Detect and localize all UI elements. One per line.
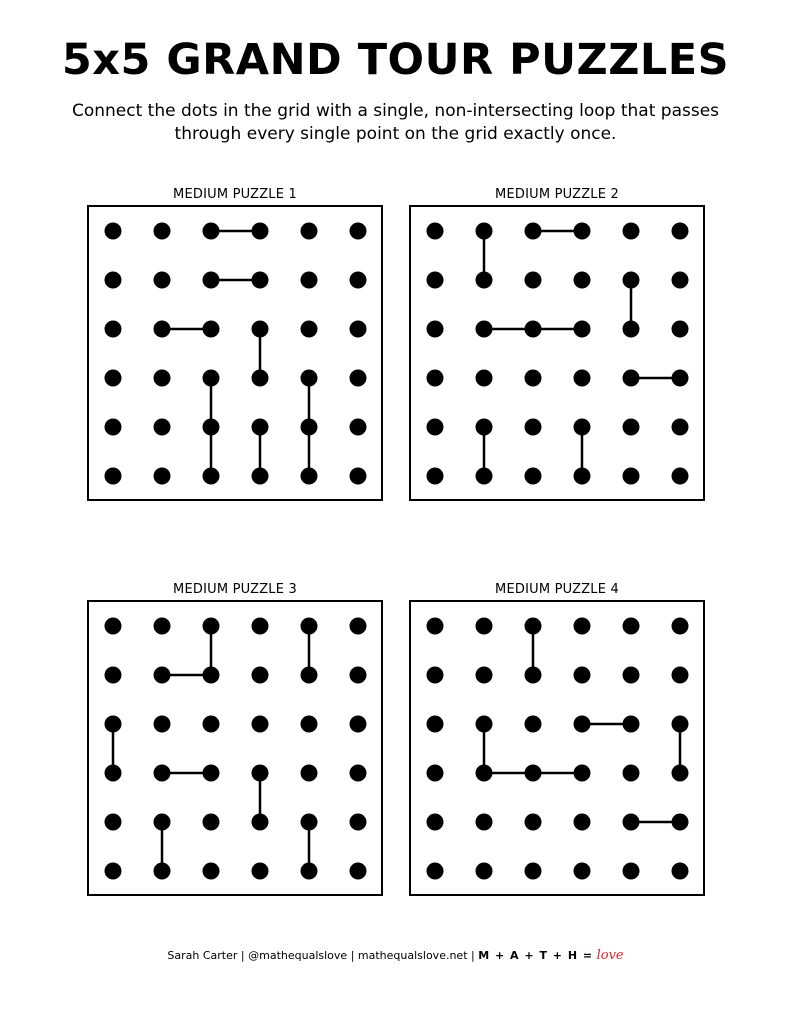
grid-dot <box>574 272 591 289</box>
grid-dot <box>574 419 591 436</box>
grid-dot <box>203 223 220 240</box>
grid-dot <box>623 419 640 436</box>
grid-dot <box>252 370 269 387</box>
grid-dot <box>252 223 269 240</box>
footer-brand: M + A + T + H = <box>478 949 594 962</box>
footer-site: mathequalslove.net <box>357 949 468 962</box>
grid-dot <box>350 468 367 485</box>
grid-dot <box>427 618 444 635</box>
grid-dot <box>623 765 640 782</box>
grid-dot <box>154 667 171 684</box>
grid-dot <box>203 618 220 635</box>
grid-dot <box>203 716 220 733</box>
grid-dot <box>427 667 444 684</box>
grid-dot <box>203 765 220 782</box>
grid-dot <box>105 468 122 485</box>
footer-separator: | <box>471 949 475 962</box>
grid-dot <box>427 814 444 831</box>
puzzle-grid <box>87 600 383 896</box>
grid-dot <box>476 272 493 289</box>
grid-dot <box>623 667 640 684</box>
grid-dot <box>105 667 122 684</box>
grid-dot <box>203 272 220 289</box>
grid-dot <box>476 765 493 782</box>
grid-dot <box>427 468 444 485</box>
grid-dot <box>203 468 220 485</box>
grid-dot <box>154 765 171 782</box>
grid-dot <box>105 272 122 289</box>
grid-dot <box>525 618 542 635</box>
grid-dot <box>350 321 367 338</box>
grid-dot <box>203 863 220 880</box>
grid-dot <box>427 716 444 733</box>
grid-dot <box>105 321 122 338</box>
grid-dot <box>301 863 318 880</box>
grid-dot <box>574 863 591 880</box>
grid-dot <box>476 618 493 635</box>
grid-dot <box>154 272 171 289</box>
grid-dot <box>252 716 269 733</box>
puzzle-label: MEDIUM PUZZLE 3 <box>173 582 297 597</box>
puzzle-label: MEDIUM PUZZLE 4 <box>495 582 619 597</box>
grid-dot <box>301 321 318 338</box>
grid-dot <box>105 716 122 733</box>
dot-grid <box>411 207 703 499</box>
grid-dot <box>672 468 689 485</box>
grid-dot <box>154 370 171 387</box>
puzzle-grid <box>87 205 383 501</box>
grid-dot <box>476 223 493 240</box>
grid-dot <box>574 765 591 782</box>
puzzle-1 <box>87 187 383 501</box>
puzzle-label: MEDIUM PUZZLE 1 <box>173 187 297 202</box>
grid-dot <box>252 814 269 831</box>
footer-author: Sarah Carter <box>167 949 238 962</box>
grid-dot <box>623 863 640 880</box>
grid-dot <box>301 618 318 635</box>
grid-dot <box>525 863 542 880</box>
grid-dot <box>252 765 269 782</box>
grid-dot <box>574 814 591 831</box>
grid-dot <box>350 667 367 684</box>
grid-dot <box>154 863 171 880</box>
grid-dot <box>672 765 689 782</box>
grid-dot <box>350 716 367 733</box>
grid-dot <box>427 863 444 880</box>
grid-dot <box>525 765 542 782</box>
grid-dot <box>105 618 122 635</box>
grid-dot <box>476 814 493 831</box>
grid-dot <box>154 814 171 831</box>
grid-dot <box>672 223 689 240</box>
grid-dot <box>476 863 493 880</box>
grid-dot <box>350 765 367 782</box>
instructions-text: Connect the dots in the grid with a single, non-intersecting loop that passes through every single point on the grid exactly once. <box>71 101 720 144</box>
grid-dot <box>301 370 318 387</box>
grid-dot <box>525 814 542 831</box>
grid-dot <box>105 814 122 831</box>
grid-dot <box>350 370 367 387</box>
grid-dot <box>672 419 689 436</box>
dot-grid <box>89 602 381 894</box>
footer-separator: | <box>350 949 355 962</box>
dot-grid <box>411 602 703 894</box>
grid-dot <box>301 272 318 289</box>
grid-dot <box>350 272 367 289</box>
grid-dot <box>672 370 689 387</box>
grid-dot <box>574 370 591 387</box>
grid-dot <box>476 321 493 338</box>
grid-dot <box>252 419 269 436</box>
grid-dot <box>623 814 640 831</box>
grid-dot <box>525 370 542 387</box>
grid-dot <box>476 370 493 387</box>
grid-dot <box>525 468 542 485</box>
grid-dot <box>574 468 591 485</box>
grid-dot <box>154 223 171 240</box>
puzzle-4 <box>409 582 705 896</box>
grid-dot <box>105 419 122 436</box>
grid-dot <box>105 223 122 240</box>
grid-dot <box>252 468 269 485</box>
grid-dot <box>672 321 689 338</box>
grid-dot <box>623 223 640 240</box>
grid-dot <box>525 716 542 733</box>
grid-dot <box>203 321 220 338</box>
grid-dot <box>301 765 318 782</box>
grid-dot <box>574 321 591 338</box>
grid-dot <box>525 223 542 240</box>
grid-dot <box>301 667 318 684</box>
footer-separator: | <box>240 949 245 962</box>
dot-grid <box>89 207 381 499</box>
grid-dot <box>252 618 269 635</box>
grid-dot <box>525 321 542 338</box>
grid-dot <box>350 863 367 880</box>
grid-dot <box>476 419 493 436</box>
grid-dot <box>203 667 220 684</box>
grid-dot <box>252 321 269 338</box>
grid-dot <box>672 716 689 733</box>
grid-dot <box>105 765 122 782</box>
grid-dot <box>350 814 367 831</box>
grid-dot <box>672 667 689 684</box>
grid-dot <box>203 419 220 436</box>
grid-dot <box>427 223 444 240</box>
grid-dot <box>476 667 493 684</box>
grid-dot <box>574 667 591 684</box>
grid-dot <box>427 765 444 782</box>
footer <box>0 948 791 964</box>
footer-handle: @mathequalslove <box>248 949 348 962</box>
grid-dot <box>252 272 269 289</box>
grid-dot <box>154 716 171 733</box>
grid-dot <box>574 716 591 733</box>
grid-dot <box>427 419 444 436</box>
puzzle-2 <box>409 187 705 501</box>
grid-dot <box>154 419 171 436</box>
grid-dot <box>672 618 689 635</box>
grid-dot <box>672 863 689 880</box>
grid-dot <box>525 667 542 684</box>
grid-dot <box>301 716 318 733</box>
grid-dot <box>154 618 171 635</box>
grid-dot <box>476 468 493 485</box>
grid-dot <box>623 716 640 733</box>
grid-dot <box>350 223 367 240</box>
grid-dot <box>525 272 542 289</box>
grid-dot <box>105 370 122 387</box>
grid-dot <box>623 272 640 289</box>
grid-dot <box>203 370 220 387</box>
grid-dot <box>476 716 493 733</box>
grid-dot <box>623 321 640 338</box>
grid-dot <box>252 667 269 684</box>
grid-dot <box>154 468 171 485</box>
puzzle-grid <box>409 205 705 501</box>
page-title: 5x5 GRAND TOUR PUZZLES <box>61 35 730 85</box>
grid-dot <box>154 321 171 338</box>
grid-dot <box>301 223 318 240</box>
grid-dot <box>252 863 269 880</box>
grid-dot <box>574 618 591 635</box>
grid-dot <box>350 419 367 436</box>
grid-dot <box>301 419 318 436</box>
grid-dot <box>301 814 318 831</box>
footer-love-logo: love <box>596 948 624 963</box>
grid-dot <box>427 321 444 338</box>
grid-dot <box>623 370 640 387</box>
grid-dot <box>203 814 220 831</box>
grid-dot <box>672 272 689 289</box>
grid-dot <box>301 468 318 485</box>
grid-dot <box>427 370 444 387</box>
grid-dot <box>623 468 640 485</box>
grid-dot <box>574 223 591 240</box>
grid-dot <box>427 272 444 289</box>
grid-dot <box>525 419 542 436</box>
grid-dot <box>105 863 122 880</box>
puzzle-3 <box>87 582 383 896</box>
puzzle-grid <box>409 600 705 896</box>
grid-dot <box>350 618 367 635</box>
puzzle-label: MEDIUM PUZZLE 2 <box>495 187 619 202</box>
grid-dot <box>623 618 640 635</box>
grid-dot <box>672 814 689 831</box>
